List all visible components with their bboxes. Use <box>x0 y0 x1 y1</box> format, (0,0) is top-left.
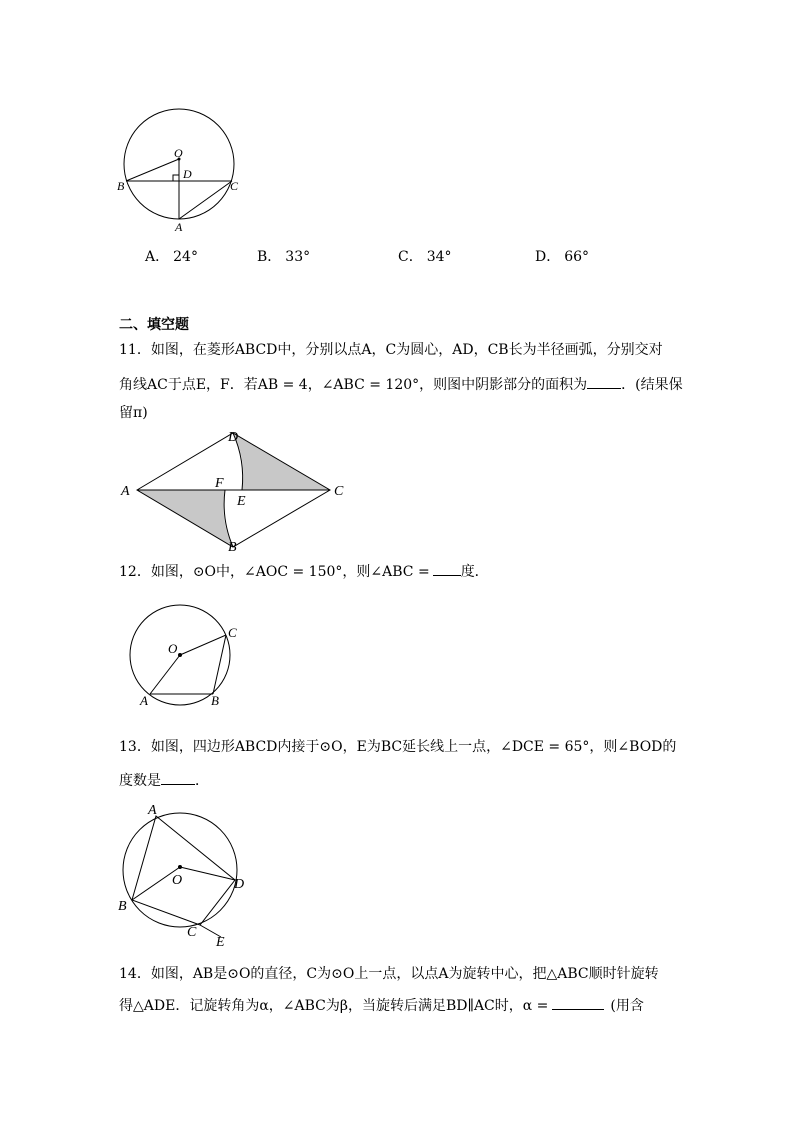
q10-figure <box>110 100 250 235</box>
q12-segment-oc <box>180 635 226 655</box>
option-a-value: 24° <box>173 249 198 265</box>
q12-line <box>119 561 489 582</box>
q14-line2-text: 得△ADE．记旋转角为α，∠ABC为β，当旋转后满足BD∥AC时，α = <box>119 998 549 1014</box>
q11-line1: 11．如图，在菱形ABCD中，分别以点A，C为圆心，AD，CB长为半径画弧，分别交对 <box>119 342 663 358</box>
q12-label-a: A <box>140 693 148 708</box>
q10-label-o: O <box>174 146 183 160</box>
q13-line2-text: 度数是 <box>119 773 161 789</box>
q14-line1: 14．如图，AB是⊙O的直径，C为⊙O上一点，以点A为旋转中心，把△ABC顺时针旋转 <box>119 966 659 982</box>
option-c-letter: C． <box>398 249 423 265</box>
q10-label-a: A <box>175 220 183 234</box>
q11-label-e: E <box>237 494 246 509</box>
q13-line1: 13．如图，四边形ABCD内接于⊙O，E为BC延长线上一点，∠DCE = 65°，则∠BOD的 <box>119 739 677 755</box>
option-b <box>257 247 310 267</box>
option-d-letter: D． <box>535 249 561 265</box>
option-c-value: 34° <box>426 249 452 265</box>
q13-figure <box>112 800 262 952</box>
option-b-letter: B． <box>257 249 282 265</box>
q13-center-dot <box>178 865 182 869</box>
q11-line2-tail: ．(结果保 <box>621 377 683 393</box>
q14-answer-blank[interactable] <box>552 995 604 1010</box>
q11-label-f: F <box>215 476 224 491</box>
q13-label-b: B <box>118 899 127 914</box>
option-d <box>535 247 589 267</box>
q11-line2-text: 角线AC于点E，F．若AB = 4，∠ABC = 120°，则图中阴影部分的面积为 <box>119 377 588 393</box>
q12-answer-blank[interactable] <box>433 561 461 576</box>
q14-line2 <box>119 995 644 1016</box>
q13-label-a: A <box>148 803 157 818</box>
section-title: 二、填空题 <box>119 317 189 333</box>
option-a-letter: A． <box>145 249 170 265</box>
q10-segment-ac <box>179 181 232 219</box>
option-b-value: 33° <box>285 249 311 265</box>
q11-label-b: B <box>228 540 237 555</box>
q10-label-d: D <box>183 167 192 181</box>
q10-label-c: C <box>230 179 239 193</box>
q13-label-o: O <box>172 873 183 888</box>
q12-label-o: O <box>168 641 178 656</box>
q13-line2-tail: ． <box>195 773 209 789</box>
option-d-value: 66° <box>564 249 590 265</box>
q11-line3: 留π) <box>119 405 148 421</box>
q12-label-c: C <box>228 625 237 640</box>
q12-label-b: B <box>211 693 219 708</box>
q13-answer-blank[interactable] <box>161 770 195 785</box>
q13-label-c: C <box>187 925 197 940</box>
q12-text: 12．如图，⊙O中，∠AOC = 150°，则∠ABC = <box>119 564 430 580</box>
q14-line2-tail: (用含 <box>610 998 644 1014</box>
q11-figure <box>115 425 355 557</box>
q10-right-angle-mark <box>173 175 179 181</box>
q10-label-b: B <box>117 179 125 193</box>
q11-line2 <box>119 374 683 395</box>
q11-answer-blank[interactable] <box>587 374 621 389</box>
option-c <box>398 247 452 267</box>
q13-line2 <box>119 770 209 791</box>
q13-quadrilateral <box>132 816 235 925</box>
q13-label-d: D <box>234 877 245 892</box>
q11-label-d: D <box>228 430 239 445</box>
q13-label-e: E <box>216 935 225 950</box>
q12-segment-oa <box>150 655 180 694</box>
q11-label-c: C <box>334 484 344 499</box>
q12-tail: 度． <box>460 564 489 580</box>
q12-center-dot <box>178 653 182 657</box>
q12-figure <box>120 595 250 715</box>
q11-label-a: A <box>121 484 130 499</box>
option-a <box>145 247 198 267</box>
q10-segment-ob <box>126 159 179 181</box>
